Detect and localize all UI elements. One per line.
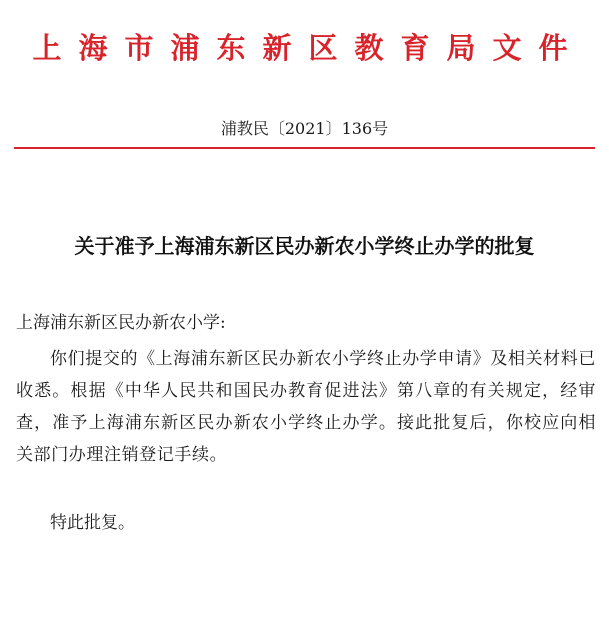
red-divider-line xyxy=(14,147,595,149)
document-issuer-header: 上海市浦东新区教育局文件 xyxy=(32,31,585,65)
body-paragraph: 你们提交的《上海浦东新区民办新农小学终止办学申请》及相关材料已收悉。根据《中华人民共和国民办教育促进法》第八章的有关规定，经审查，准予上海浦东新区民办新农小学终止办学。接此批复后，你校应向相关部门办理注销登记手续。 xyxy=(16,349,596,465)
document-title: 关于准予上海浦东新区民办新农小学终止办学的批复 xyxy=(74,234,535,258)
closing-line: 特此批复。 xyxy=(50,513,135,533)
salutation: 上海浦东新区民办新农小学: xyxy=(16,313,226,333)
document-number: 浦教民〔2021〕136号 xyxy=(220,119,389,138)
